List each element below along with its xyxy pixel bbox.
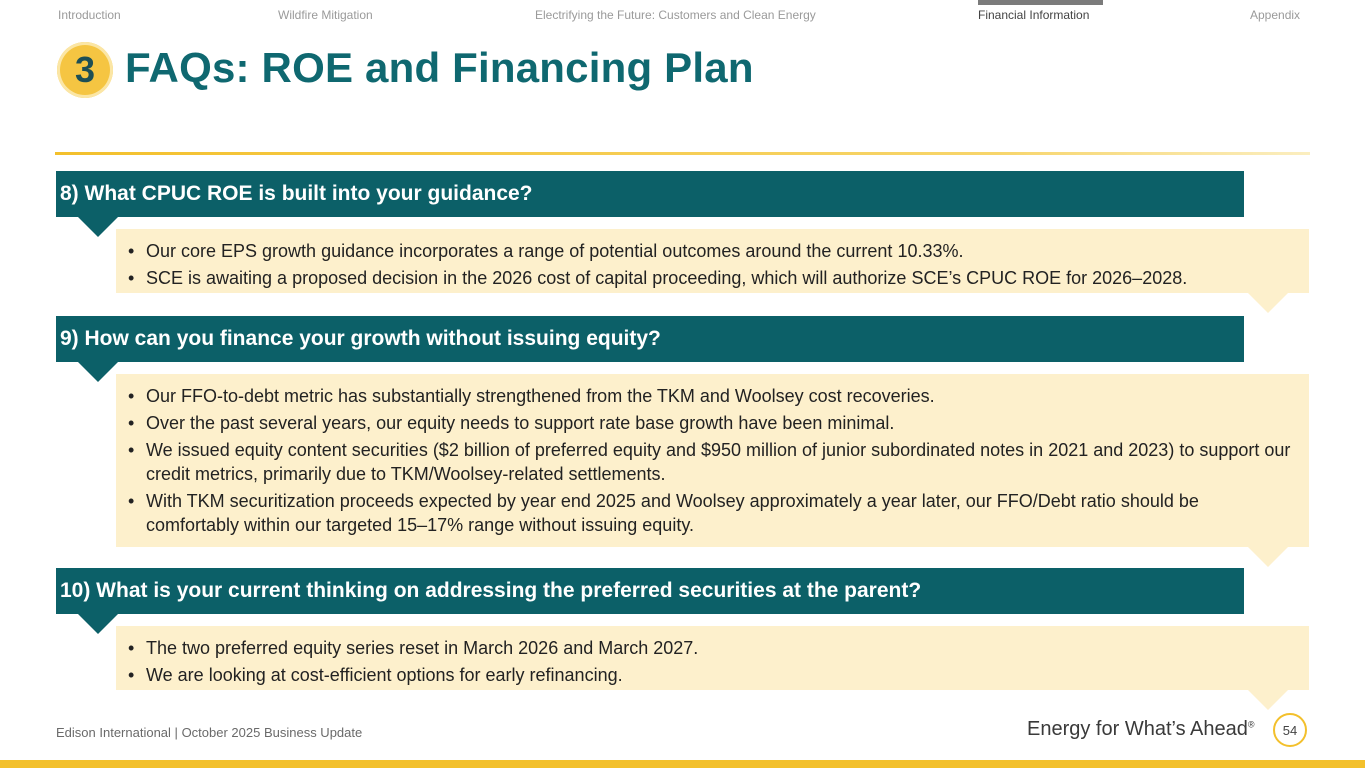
nav-active-indicator (978, 0, 1103, 5)
registered-mark: ® (1247, 719, 1255, 730)
answer-pointer (1248, 547, 1288, 567)
title-divider (55, 152, 1310, 155)
bullet-icon: • (128, 638, 135, 658)
answer-text: We are looking at cost-efficient options for early refinancing. (146, 665, 623, 685)
faq-answer-10 (116, 626, 1309, 690)
answer-text: Our FFO-to-debt metric has substantially strengthened from the TKM and Woolsey cost recoveries. (146, 386, 935, 406)
footer-accent-bar (0, 760, 1365, 768)
answer-bullet (128, 636, 1293, 660)
question-pointer (78, 614, 118, 634)
answer-bullet (128, 266, 1293, 290)
bullet-icon: • (128, 665, 135, 685)
page-number: 54 (1273, 713, 1307, 747)
answer-text: We issued equity content securities ($2 billion of preferred equity and $950 million of junior subordinated notes in 2021 and 2023) to support our credit metrics, primarily due to TKM/Woolsey-related settlements. (146, 440, 1291, 484)
bullet-icon: • (128, 491, 135, 511)
question-pointer (78, 362, 118, 382)
nav-item-introduction[interactable]: Introduction (58, 8, 121, 22)
bullet-icon: • (128, 386, 135, 406)
answer-bullet (128, 239, 1293, 263)
answer-text: Our core EPS growth guidance incorporates a range of potential outcomes around the current 10.33%. (146, 241, 964, 261)
nav-item-appendix[interactable]: Appendix (1250, 8, 1301, 22)
bullet-icon: • (128, 241, 135, 261)
answer-text: SCE is awaiting a proposed decision in the 2026 cost of capital proceeding, which will authorize SCE’s CPUC ROE for 2026–2028. (146, 268, 1188, 288)
footer-separator: | (174, 725, 178, 740)
faq-question-8: 8) What CPUC ROE is built into your guidance? (56, 171, 1244, 217)
brand-tagline (1027, 718, 1255, 741)
question-pointer (78, 217, 118, 237)
answer-bullet (128, 489, 1293, 537)
footer-subtitle: October 2025 Business Update (181, 725, 363, 740)
answer-pointer (1248, 690, 1288, 710)
bullet-icon: • (128, 268, 135, 288)
nav-item-wildfire-mitigation[interactable]: Wildfire Mitigation (278, 8, 373, 22)
answer-text: With TKM securitization proceeds expected by year end 2025 and Woolsey approximately a year later, our FFO/Debt ratio should be comfortably within our targeted 15–17% range without issuing equity. (146, 491, 1199, 535)
bullet-icon: • (128, 413, 135, 433)
faq-question-10: 10) What is your current thinking on addressing the preferred securities at the parent? (56, 568, 1244, 614)
page-title: FAQs: ROE and Financing Plan (125, 44, 754, 91)
footer-caption (56, 725, 362, 740)
answer-bullet (128, 411, 1293, 435)
nav-item-financial-information[interactable]: Financial Information (978, 8, 1090, 22)
faq-question-9: 9) How can you finance your growth without issuing equity? (56, 316, 1244, 362)
nav-item-electrifying-the-future[interactable]: Electrifying the Future: Customers and Clean Energy (535, 8, 816, 22)
section-number-badge: 3 (57, 42, 113, 98)
bullet-icon: • (128, 440, 135, 460)
answer-text: The two preferred equity series reset in March 2026 and March 2027. (146, 638, 699, 658)
section-nav (0, 0, 1365, 26)
faq-answer-8 (116, 229, 1309, 293)
brand-text: Energy for What’s Ahead (1027, 718, 1248, 740)
faq-answer-9 (116, 374, 1309, 547)
answer-text: Over the past several years, our equity needs to support rate base growth have been minimal. (146, 413, 895, 433)
answer-pointer (1248, 293, 1288, 313)
answer-bullet (128, 438, 1293, 486)
footer-company: Edison International (56, 725, 171, 740)
answer-bullet (128, 384, 1293, 408)
answer-bullet (128, 663, 1293, 687)
